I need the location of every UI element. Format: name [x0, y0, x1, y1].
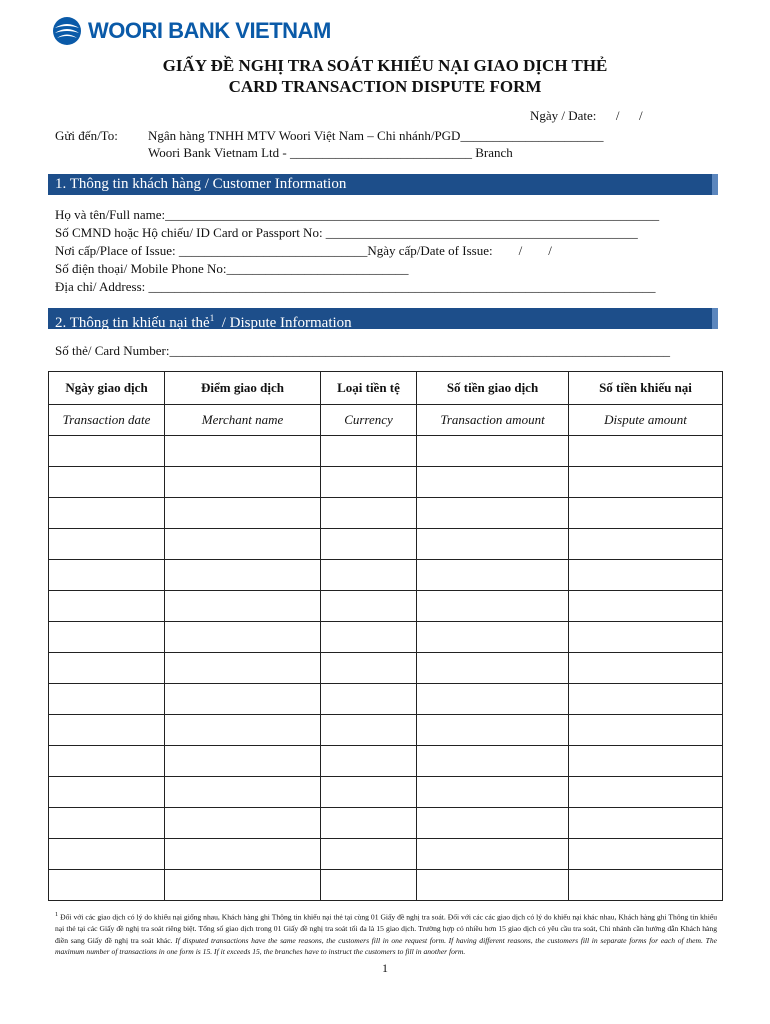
table-row: [49, 560, 723, 591]
cell-dispute-amount[interactable]: [569, 684, 723, 715]
cell-dispute-amount[interactable]: [569, 622, 723, 653]
section2-header: [48, 308, 718, 329]
cell-transaction-amount[interactable]: [417, 715, 569, 746]
cell-transaction-amount[interactable]: [417, 436, 569, 467]
section2-title-en: / Dispute Information: [214, 315, 352, 331]
table-row: [49, 653, 723, 684]
cell-dispute-amount[interactable]: [569, 436, 723, 467]
cell-transaction-date[interactable]: [49, 498, 165, 529]
cell-dispute-amount[interactable]: [569, 777, 723, 808]
subheader-transaction-amount: Transaction amount: [417, 405, 569, 436]
header-merchant: Điểm giao dịch: [165, 372, 321, 405]
cell-transaction-amount[interactable]: [417, 777, 569, 808]
cell-currency[interactable]: [321, 436, 417, 467]
cell-transaction-date[interactable]: [49, 746, 165, 777]
section1-header: [48, 174, 718, 195]
cell-merchant[interactable]: [165, 684, 321, 715]
cell-transaction-date[interactable]: [49, 529, 165, 560]
cell-currency[interactable]: [321, 839, 417, 870]
table-subheader-row: [49, 405, 723, 436]
cell-currency[interactable]: [321, 684, 417, 715]
dispute-table: [48, 371, 723, 901]
cell-transaction-amount[interactable]: [417, 746, 569, 777]
cell-transaction-amount[interactable]: [417, 870, 569, 901]
cell-merchant[interactable]: [165, 591, 321, 622]
cell-merchant[interactable]: [165, 715, 321, 746]
cell-transaction-date[interactable]: [49, 684, 165, 715]
id-number-field[interactable]: Số CMND hoặc Hộ chiếu/ ID Card or Passport No: ________________________________________________: [55, 225, 638, 240]
cell-currency[interactable]: [321, 715, 417, 746]
cell-merchant[interactable]: [165, 467, 321, 498]
table-row: [49, 808, 723, 839]
cell-transaction-amount[interactable]: [417, 498, 569, 529]
subheader-transaction-date: Transaction date: [49, 405, 165, 436]
cell-currency[interactable]: [321, 653, 417, 684]
cell-dispute-amount[interactable]: [569, 591, 723, 622]
subheader-merchant: Merchant name: [165, 405, 321, 436]
footnote-text-vi: Đối với các giao dịch có lý do khiếu nại giống nhau, Khách hàng ghi Thông tin khiếu nại thẻ tại cùng 01 Giấy đề nghị tra soát. Đối với các các giao dịch có lý do khiếu nại khác nhau, Khách hàng ghi Thông tin khiếu nại thẻ tại các Giấy đề nghị tra soát riêng biệt. Tổng số giao dịch trong 01 Giấy đề nghị tra soát tối đa là 15 giao dịch. Trường hợp có nhiều hơn 15 giao dịch có yêu cầu tra soát, Chi nhánh cần hướng dẫn Khách hàng điền sang Giấy đề nghị tra soát khác.: [55, 912, 717, 945]
cell-transaction-amount[interactable]: [417, 684, 569, 715]
footnote: [55, 909, 717, 958]
cell-transaction-amount[interactable]: [417, 653, 569, 684]
cell-transaction-amount[interactable]: [417, 591, 569, 622]
address-field[interactable]: Địa chỉ/ Address: ______________________________________________________________________________: [55, 279, 656, 294]
to-branch-en[interactable]: Woori Bank Vietnam Ltd - ____________________________ Branch: [148, 145, 513, 160]
table-row: [49, 839, 723, 870]
form-title-en: CARD TRANSACTION DISPUTE FORM: [228, 77, 542, 96]
header-currency: Loại tiền tệ: [321, 372, 417, 405]
cell-dispute-amount[interactable]: [569, 746, 723, 777]
date-line[interactable]: Ngày / Date: / /: [530, 108, 643, 123]
cell-transaction-date[interactable]: [49, 870, 165, 901]
cell-dispute-amount[interactable]: [569, 715, 723, 746]
cell-transaction-amount[interactable]: [417, 467, 569, 498]
cell-currency[interactable]: [321, 777, 417, 808]
bank-logo: [52, 16, 331, 46]
cell-transaction-amount[interactable]: [417, 622, 569, 653]
cell-dispute-amount[interactable]: [569, 839, 723, 870]
section-bar-cap: [712, 308, 718, 329]
cell-transaction-date[interactable]: [49, 622, 165, 653]
section1-title: 1. Thông tin khách hàng / Customer Information: [55, 176, 347, 192]
subheader-currency: Currency: [321, 405, 417, 436]
cell-dispute-amount[interactable]: [569, 498, 723, 529]
table-row: [49, 467, 723, 498]
table-header-row: [49, 372, 723, 405]
cell-dispute-amount[interactable]: [569, 808, 723, 839]
cell-currency[interactable]: [321, 529, 417, 560]
cell-transaction-date[interactable]: [49, 467, 165, 498]
section2-title: 2. Thông tin khiếu nại thẻ: [55, 315, 210, 331]
table-row: [49, 746, 723, 777]
cell-dispute-amount[interactable]: [569, 560, 723, 591]
place-date-issue-field[interactable]: Nơi cấp/Place of Issue: _____________________________Ngày cấp/Date of Issue: / /: [55, 243, 552, 258]
section-bar-cap: [712, 174, 718, 195]
form-title-vi: GIẤY ĐỀ NGHỊ TRA SOÁT KHIẾU NẠI GIAO DỊCH THẺ: [162, 56, 608, 75]
header-transaction-date: Ngày giao dịch: [49, 372, 165, 405]
table-row: [49, 622, 723, 653]
full-name-field[interactable]: Họ và tên/Full name:____________________________________________________________________________: [55, 207, 660, 222]
table-row: [49, 777, 723, 808]
footnote-ref: 1: [209, 313, 215, 323]
card-number-field[interactable]: Số thẻ/ Card Number:_____________________________________________________________________________: [55, 343, 670, 358]
cell-currency[interactable]: [321, 746, 417, 777]
subheader-dispute-amount: Dispute amount: [569, 405, 723, 436]
cell-currency[interactable]: [321, 467, 417, 498]
cell-currency[interactable]: [321, 591, 417, 622]
cell-transaction-date[interactable]: [49, 560, 165, 591]
cell-transaction-date[interactable]: [49, 436, 165, 467]
page-number: 1: [382, 961, 388, 975]
cell-transaction-amount[interactable]: [417, 839, 569, 870]
table-row: [49, 684, 723, 715]
cell-transaction-amount[interactable]: [417, 529, 569, 560]
cell-currency[interactable]: [321, 808, 417, 839]
cell-merchant[interactable]: [165, 529, 321, 560]
table-row: [49, 591, 723, 622]
cell-currency[interactable]: [321, 622, 417, 653]
logo-text: WOORI BANK VIETNAM: [88, 18, 331, 43]
table-row: [49, 436, 723, 467]
table-row: [49, 498, 723, 529]
table-row: [49, 715, 723, 746]
cell-transaction-date[interactable]: [49, 591, 165, 622]
cell-merchant[interactable]: [165, 622, 321, 653]
cell-transaction-amount[interactable]: [417, 808, 569, 839]
table-row: [49, 529, 723, 560]
footnote-text-en: If disputed transactions have the same reasons, the customers fill in one request form. If having different reasons, the customers fill in separate forms for each of them. The maximum number of transactions in one form is 15. If it exceeds 15, the branches have to instruct the customers to fill in another form.: [55, 935, 717, 957]
header-transaction-amount: Số tiền giao dịch: [417, 372, 569, 405]
cell-merchant[interactable]: [165, 436, 321, 467]
cell-transaction-date[interactable]: [49, 653, 165, 684]
cell-merchant[interactable]: [165, 653, 321, 684]
footnote-mark: 1: [55, 911, 59, 918]
cell-transaction-date[interactable]: [49, 715, 165, 746]
cell-dispute-amount[interactable]: [569, 529, 723, 560]
cell-transaction-date[interactable]: [49, 808, 165, 839]
cell-merchant[interactable]: [165, 808, 321, 839]
cell-merchant[interactable]: [165, 498, 321, 529]
table-row: [49, 870, 723, 901]
cell-transaction-date[interactable]: [49, 839, 165, 870]
header-dispute-amount: Số tiền khiếu nại: [569, 372, 723, 405]
footnote-divider: [52, 900, 242, 901]
cell-transaction-amount[interactable]: [417, 560, 569, 591]
to-branch-vi[interactable]: Ngân hàng TNHH MTV Woori Việt Nam – Chi nhánh/PGD______________________: [148, 128, 604, 143]
cell-currency[interactable]: [321, 560, 417, 591]
cell-currency[interactable]: [321, 498, 417, 529]
cell-dispute-amount[interactable]: [569, 467, 723, 498]
cell-merchant[interactable]: [165, 746, 321, 777]
cell-dispute-amount[interactable]: [569, 870, 723, 901]
cell-merchant[interactable]: [165, 839, 321, 870]
cell-transaction-date[interactable]: [49, 777, 165, 808]
woori-logo-icon: [52, 16, 82, 46]
cell-merchant[interactable]: [165, 777, 321, 808]
cell-dispute-amount[interactable]: [569, 653, 723, 684]
cell-merchant[interactable]: [165, 560, 321, 591]
to-label: Gửi đến/To:: [55, 128, 118, 143]
cell-currency[interactable]: [321, 870, 417, 901]
cell-merchant[interactable]: [165, 870, 321, 901]
mobile-phone-field[interactable]: Số điện thoại/ Mobile Phone No:____________________________: [55, 261, 409, 276]
